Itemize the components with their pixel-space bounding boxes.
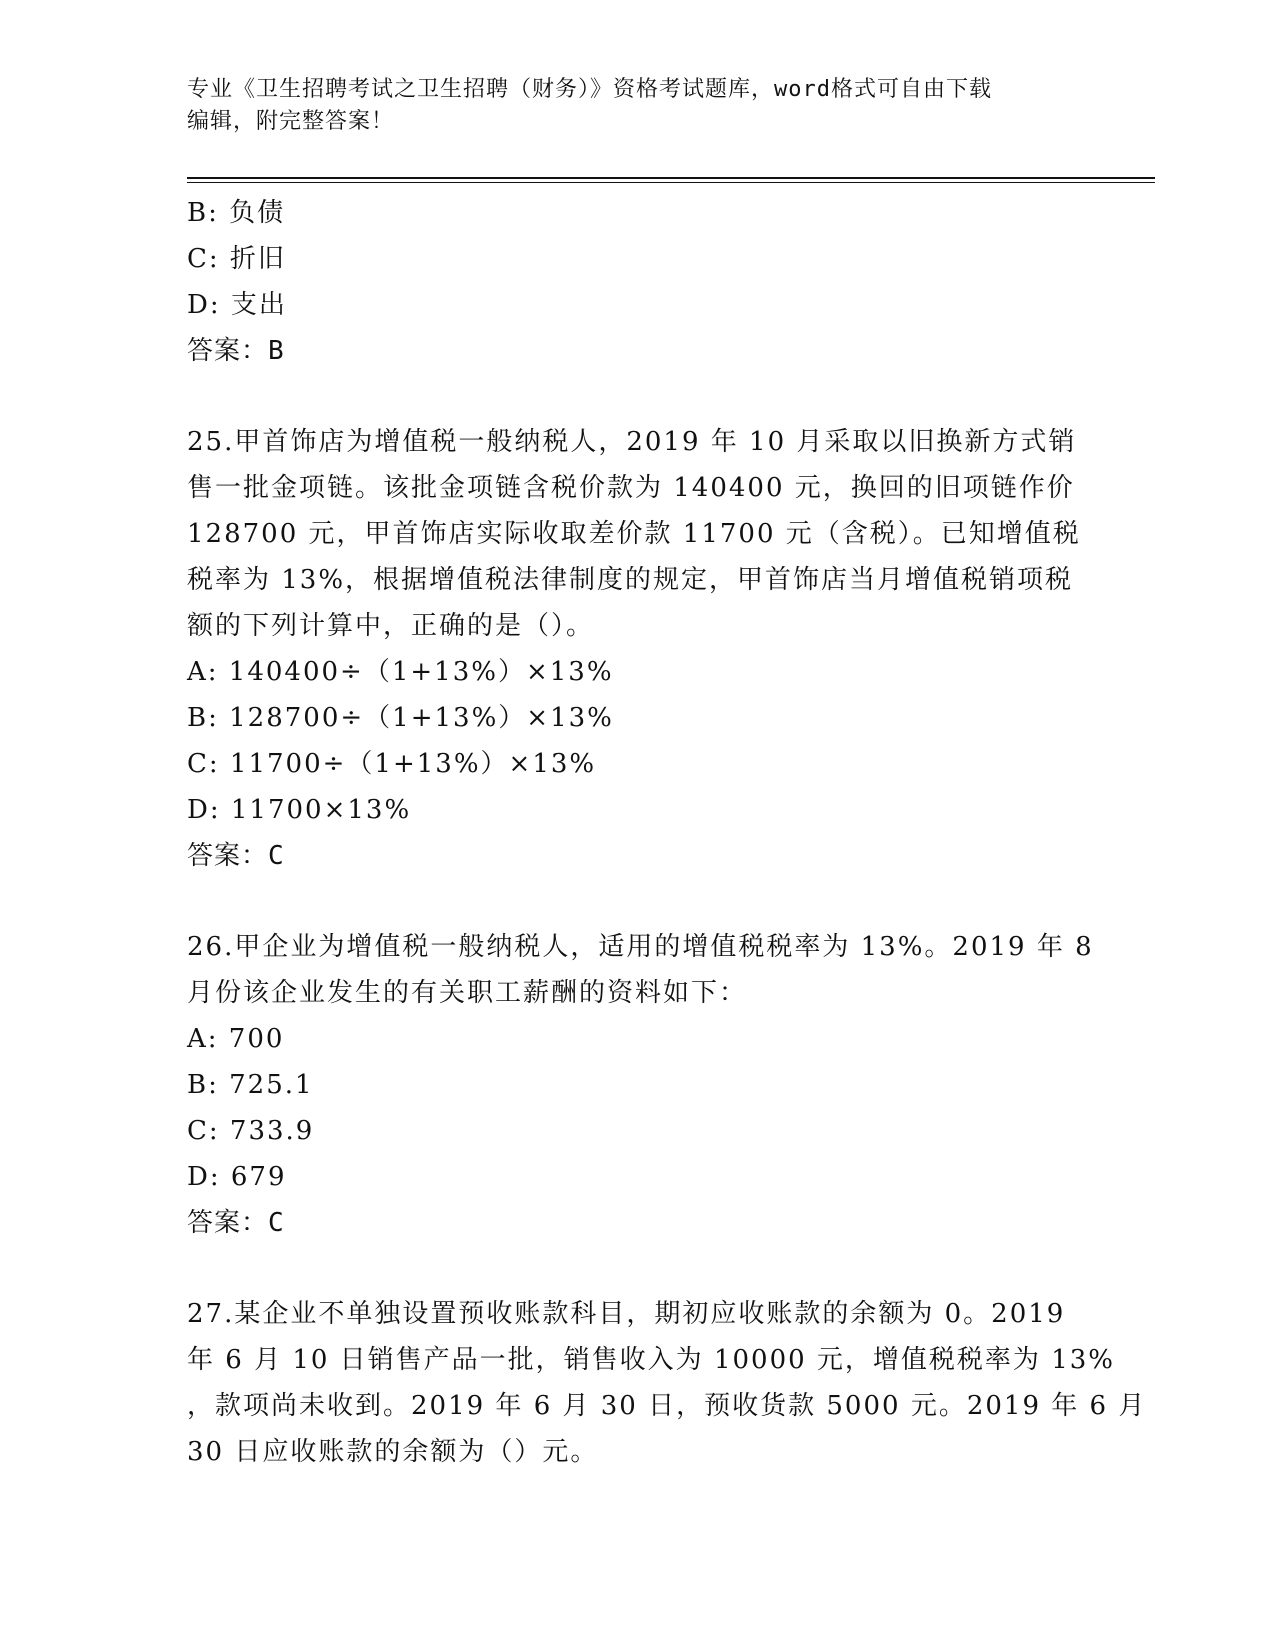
option-b: B: 负债 xyxy=(187,198,286,228)
question-text-line: 月份该企业发生的有关职工薪酬的资料如下： xyxy=(187,978,748,1008)
header-divider-thin xyxy=(187,182,1155,183)
option-c: C: 11700÷（1+13%）×13% xyxy=(187,749,597,779)
option-a: A: 700 xyxy=(187,1024,285,1054)
document-body xyxy=(187,190,1147,1475)
question-text-line: 年 6 月 10 日销售产品一批，销售收入为 10000 元，增值税税率为 13% xyxy=(187,1345,1115,1375)
question-27 xyxy=(187,1291,1147,1475)
header-line-1: 专业《卫生招聘考试之卫生招聘（财务）》资格考试题库，word格式可自由下载 xyxy=(187,77,992,102)
spacer xyxy=(187,879,1087,924)
header-line-2: 编辑，附完整答案！ xyxy=(187,109,395,134)
question-text-line: 27.某企业不单独设置预收账款科目，期初应收账款的余额为 0。2019 xyxy=(187,1299,1066,1329)
answer-line: 答案：B xyxy=(187,336,285,366)
question-25 xyxy=(187,419,1087,879)
question-text-line: 128700 元，甲首饰店实际收取差价款 11700 元（含税）。已知增值税 xyxy=(187,519,1081,549)
option-b: B: 725.1 xyxy=(187,1070,314,1100)
option-d: D: 11700×13% xyxy=(187,795,412,825)
header-divider-thick xyxy=(187,177,1155,179)
option-d: D: 支出 xyxy=(187,290,287,320)
question-text-line: 25.甲首饰店为增值税一般纳税人，2019 年 10 月采取以旧换新方式销 xyxy=(187,427,1077,457)
option-c: C: 折旧 xyxy=(187,244,286,274)
answer-line: 答案：C xyxy=(187,841,285,871)
question-24-remainder xyxy=(187,190,1087,374)
spacer xyxy=(187,374,1087,419)
spacer xyxy=(187,1246,1087,1291)
question-text-line: 售一批金项链。该批金项链含税价款为 140400 元，换回的旧项链作价 xyxy=(187,473,1075,503)
question-text-line: 税率为 13%，根据增值税法律制度的规定，甲首饰店当月增值税销项税 xyxy=(187,565,1074,595)
option-a: A: 140400÷（1+13%）×13% xyxy=(187,657,614,687)
question-text-line: ，款项尚未收到。2019 年 6 月 30 日，预收货款 5000 元。2019 年 6 月 xyxy=(187,1391,1147,1421)
option-b: B: 128700÷（1+13%）×13% xyxy=(187,703,614,733)
option-c: C: 733.9 xyxy=(187,1116,315,1146)
question-text-line: 额的下列计算中，正确的是（）。 xyxy=(187,611,595,641)
document-header xyxy=(187,74,1067,138)
option-d: D: 679 xyxy=(187,1162,287,1192)
question-text-line: 26.甲企业为增值税一般纳税人，适用的增值税税率为 13%。2019 年 8 xyxy=(187,932,1094,962)
answer-line: 答案：C xyxy=(187,1208,285,1238)
question-26 xyxy=(187,924,1094,1246)
question-text-line: 30 日应收账款的余额为（）元。 xyxy=(187,1437,599,1467)
